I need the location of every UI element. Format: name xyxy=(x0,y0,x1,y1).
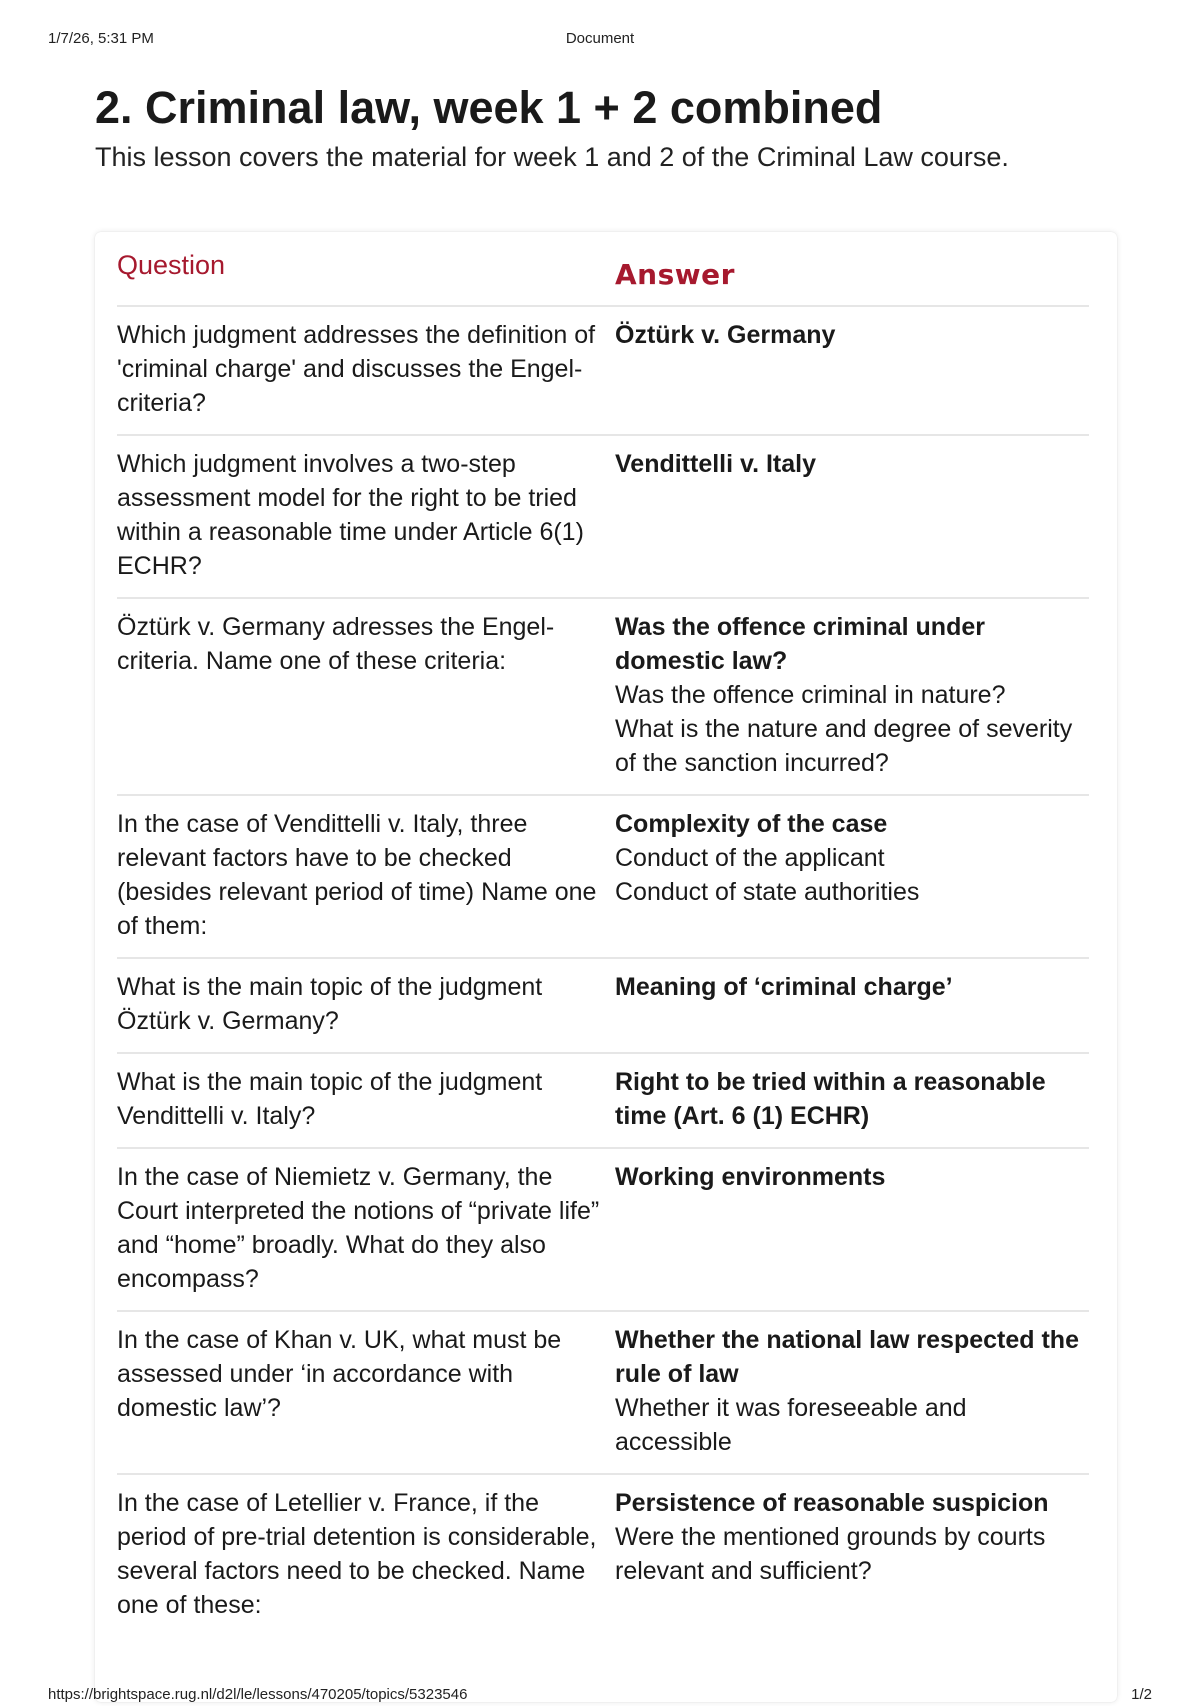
question-cell: In the case of Vendittelli v. Italy, three relevant factors have to be checked (besides relevant period of time) Name one of them: xyxy=(117,810,597,940)
header-question: Question xyxy=(117,250,226,280)
table-row xyxy=(117,958,1089,1053)
print-url[interactable]: https://brightspace.rug.nl/d2l/le/lessons/470205/topics/5323546 xyxy=(48,1686,468,1703)
answer-secondary: Were the mentioned grounds by courts relevant and sufficient? xyxy=(615,1523,1046,1585)
answer-primary: Working environments xyxy=(615,1163,886,1191)
print-datetime: 1/7/26, 5:31 PM xyxy=(48,30,154,47)
answer-cell xyxy=(615,1148,1089,1311)
answer-cell xyxy=(615,598,1089,795)
answer-cell xyxy=(615,1053,1089,1148)
answer-cell xyxy=(615,958,1089,1053)
header-answer: Answer xyxy=(615,258,735,291)
answer-cell xyxy=(615,1474,1089,1636)
answer-secondary: Conduct of the applicant xyxy=(615,844,885,872)
print-doc-title: Document xyxy=(565,30,635,47)
answer-cell xyxy=(615,306,1089,435)
answer-secondary: Conduct of state authorities xyxy=(615,878,920,906)
question-cell: What is the main topic of the judgment Vendittelli v. Italy? xyxy=(117,1068,543,1130)
question-cell: In the case of Letellier v. France, if the period of pre-trial detention is considerable, several factors need to be checked. Name one of these: xyxy=(117,1489,597,1619)
print-footer xyxy=(48,1686,1152,1706)
table-row xyxy=(117,1053,1089,1148)
print-page-number: 1/2 xyxy=(1131,1686,1152,1703)
answer-secondary: Was the offence criminal in nature? xyxy=(615,681,1006,709)
print-header xyxy=(48,30,1152,50)
question-cell: Which judgment involves a two-step assessment model for the right to be tried within a reasonable time under Article 6(1) ECHR? xyxy=(117,450,584,580)
question-cell: In the case of Niemietz v. Germany, the Court interpreted the notions of “private life” and “home” broadly. What do they also encompass? xyxy=(117,1163,600,1293)
table-row xyxy=(117,306,1089,435)
table-row xyxy=(117,435,1089,598)
answer-primary: Öztürk v. Germany xyxy=(615,321,836,349)
question-cell: Which judgment addresses the definition of 'criminal charge' and discusses the Engel-criteria? xyxy=(117,321,596,417)
answer-primary: Persistence of reasonable suspicion xyxy=(615,1489,1049,1517)
table-header-row xyxy=(117,248,1089,306)
answer-secondary: What is the nature and degree of severity of the sanction incurred? xyxy=(615,715,1073,777)
answer-primary: Vendittelli v. Italy xyxy=(615,450,816,478)
answer-primary: Complexity of the case xyxy=(615,810,888,838)
page-subtitle: This lesson covers the material for week 1 and 2 of the Criminal Law course. xyxy=(95,142,1009,172)
table-row xyxy=(117,1474,1089,1636)
answer-secondary: Whether it was foreseeable and accessible xyxy=(615,1394,967,1456)
qa-card xyxy=(95,232,1117,1702)
question-cell: What is the main topic of the judgment Öztürk v. Germany? xyxy=(117,973,543,1035)
question-cell: In the case of Khan v. UK, what must be assessed under ‘in accordance with domestic law’? xyxy=(117,1326,562,1422)
header-cell-answer xyxy=(615,248,1089,306)
answer-cell xyxy=(615,1311,1089,1474)
table-row xyxy=(117,1148,1089,1311)
answer-primary: Whether the national law respected the rule of law xyxy=(615,1326,1079,1388)
question-cell: Öztürk v. Germany adresses the Engel-criteria. Name one of these criteria: xyxy=(117,613,555,675)
table-row xyxy=(117,795,1089,958)
qa-table xyxy=(117,248,1089,1636)
answer-cell xyxy=(615,795,1089,958)
table-row xyxy=(117,598,1089,795)
table-row xyxy=(117,1311,1089,1474)
header-cell-question xyxy=(117,248,615,306)
page-title: 2. Criminal law, week 1 + 2 combined xyxy=(95,82,883,133)
answer-primary: Was the offence criminal under domestic law? xyxy=(615,613,985,675)
lesson-header xyxy=(95,80,1117,174)
answer-primary: Meaning of ‘criminal charge’ xyxy=(615,973,953,1001)
answer-cell xyxy=(615,435,1089,598)
answer-primary: Right to be tried within a reasonable time (Art. 6 (1) ECHR) xyxy=(615,1068,1046,1130)
